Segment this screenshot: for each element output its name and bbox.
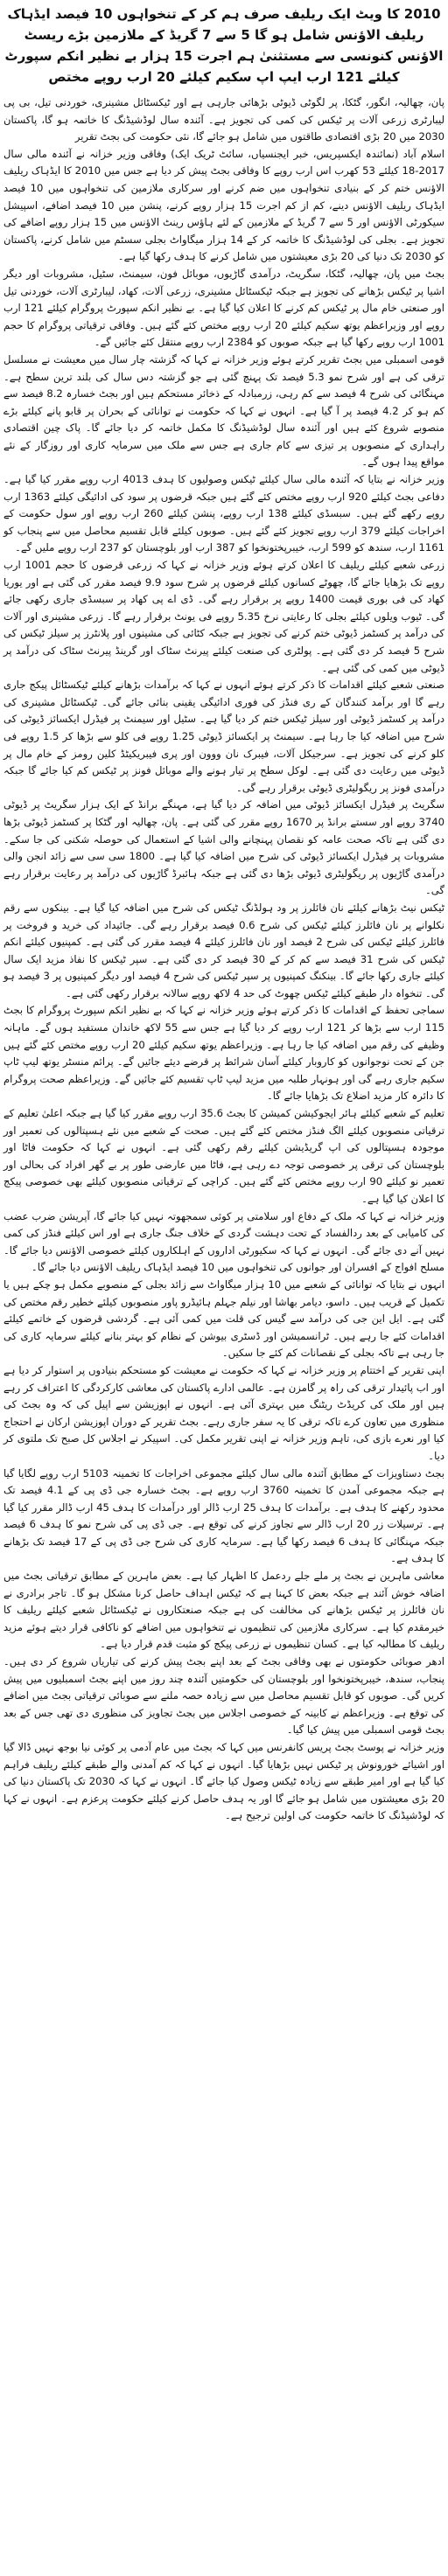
article-paragraph: وزیر خزانہ نے بتایا کہ آئندہ مالی سال کیلئے ٹیکس وصولیوں کا ہدف 4013 ارب روپے مقرر کیا گیا ہے۔ دفاعی بجٹ کیلئے 920 ارب روپے مختص کئے گئے ہیں جبکہ قرضوں پر سود کی ادائیگی کیلئے 1363 ارب روپے رکھے گئے ہیں۔ سبسڈی کیلئے 138 ارب روپے، پنشن کیلئے 260 ارب روپے اور سول حکومت کے اخراجات کیلئے 379 ارب روپے تجویز کئے گئے ہیں۔ صوبوں کیلئے قابل تقسیم محاصل میں سے پنجاب کو 1161 ارب، سندھ کو 599 ارب، خیبرپختونخوا کو 387 ارب اور بلوچستان کو 237 ارب روپے ملیں گے۔ [4, 473, 445, 554]
article-paragraph: سماجی تحفظ کے اقدامات کا ذکر کرتے ہوئے وزیر خزانہ نے کہا کہ بے نظیر انکم سپورٹ پروگرام کا بجٹ 115 ارب سے بڑھا کر 121 ارب روپے کر دیا گیا ہے جس سے 55 لاکھ خاندان مستفید ہوں گے۔ ماہانہ وظیفے کی رقم میں اضافہ کیا جا رہا ہے۔ وزیراعظم یوتھ سکیم کیلئے 20 ارب روپے مختص کئے گئے ہیں جن کے تحت نوجوانوں کو کاروبار کیلئے آسان شرائط پر قرضے دیئے جائیں گے۔ پرائم منسٹر یوتھ لیپ ٹاپ سکیم جاری رہے گی اور ہونہار طلبہ میں مزید لیپ ٹاپ تقسیم کئے جائیں گے۔ وزیراعظم صحت پروگرام کا دائرہ کار مزید اضلاع تک بڑھایا جائے گا۔ [4, 1004, 445, 1103]
article-body [4, 94, 444, 1825]
article-paragraph: پان، چھالیہ، انگور، گٹکا، پر لگوٹی ڈیوٹی بڑھائی جارہی ہے اور ٹیکسٹائل مشینری، خوردنی تیل، بی پی لیبارٹری زرعی آلات پر ٹیکس کی کمی کی تجویز ہے۔ آئندہ سال لوڈشیڈنگ کا خاتمہ ہو گا، پاکستان 2030 میں 20 بڑی اقتصادی طاقتوں میں شامل ہو جائے گا، نئی حکومت کی بجٹ تقریر [4, 96, 444, 143]
article-paragraph: وزیر خزانہ نے پوسٹ بجٹ پریس کانفرنس میں کہا کہ بجٹ میں عام آدمی پر کوئی نیا بوجھ نہیں ڈالا گیا اور اشیائے خورونوش پر ٹیکس نہیں بڑھایا گیا۔ انہوں نے کہا کہ کم آمدنی والے طبقے کیلئے ریلیف فراہم کیا گیا ہے اور امیر طبقے سے زیادہ ٹیکس وصول کیا جائے گا۔ انہوں نے کہا کہ 2030 تک پاکستان دنیا کی 20 بڑی معیشتوں میں شامل ہو جائے گا اور یہ ہدف حاصل کرنے کیلئے حکومت پرعزم ہے۔ انہوں نے کہا کہ لوڈشیڈنگ کا خاتمہ حکومت کی اولین ترجیح ہے۔ [4, 1741, 445, 1822]
article-paragraph: سگریٹ پر فیڈرل ایکسائز ڈیوٹی میں اضافہ کر دیا گیا ہے، مہنگے برانڈ کے ایک ہزار سگریٹ پر ڈیوٹی 3740 روپے اور سستے برانڈ پر 1670 روپے مقرر کی گئی ہے۔ پان، چھالیہ اور گٹکا پر کسٹمز ڈیوٹی بڑھا دی گئی ہے تاکہ صحت عامہ کو نقصان پہنچانے والی اشیا کے استعمال کی حوصلہ شکنی کی جا سکے۔ مشروبات پر فیڈرل ایکسائز ڈیوٹی کی شرح میں اضافہ کیا گیا ہے۔ 1800 سی سی سے زائد انجن والی درآمدی گاڑیوں پر ریگولیٹری ڈیوٹی بڑھا دی گئی ہے جبکہ ہائبرڈ گاڑیوں کی درآمد پر رعایت برقرار رہے گی۔ [4, 798, 444, 897]
article-paragraph: اپنی تقریر کے اختتام پر وزیر خزانہ نے کہا کہ حکومت نے معیشت کو مستحکم بنیادوں پر استوار کر دیا ہے اور اب پائیدار ترقی کی راہ پر گامزن ہے۔ عالمی ادارے پاکستان کی معاشی کارکردگی کا اعتراف کر رہے ہیں اور ملک کی کریڈٹ ریٹنگ میں بہتری آئی ہے۔ انہوں نے اپوزیشن سے اپیل کی کہ وہ بجٹ کی منظوری میں تعاون کرے تاکہ ترقی کا یہ سفر جاری رہے۔ بجٹ تقریر کے دوران اپوزیشن ارکان نے احتجاج کیا اور نعرے بازی کی، تاہم وزیر خزانہ نے اپنی تقریر مکمل کی۔ اسپیکر نے اجلاس کل صبح تک ملتوی کر دیا۔ [4, 1363, 444, 1462]
article-paragraph: ادھر صوبائی حکومتوں نے بھی وفاقی بجٹ کے بعد اپنے بجٹ پیش کرنے کی تیاریاں شروع کر دی ہیں۔ پنجاب، سندھ، خیبرپختونخوا اور بلوچستان کی حکومتیں آئندہ چند روز میں اپنے بجٹ اسمبلیوں میں پیش کریں گی۔ صوبوں کو قابل تقسیم محاصل میں سے زیادہ حصہ ملنے سے صوبائی ترقیاتی بجٹ میں اضافے کی توقع ہے۔ وزیراعظم نے کابینہ کے خصوصی اجلاس میں بجٹ تجاویز کی منظوری دی تھی جس کے بعد بجٹ قومی اسمبلی میں پیش کیا گیا۔ [4, 1655, 444, 1737]
article-paragraph: ٹیکس نیٹ بڑھانے کیلئے نان فائلرز پر ود ہولڈنگ ٹیکس کی شرح میں اضافہ کیا گیا ہے۔ بینکوں سے رقم نکلوانے پر نان فائلرز کیلئے ٹیکس کی شرح 0.6 فیصد برقرار رہے گی۔ جائیداد کی خرید و فروخت پر فائلرز کیلئے ٹیکس کی شرح 2 فیصد اور نان فائلرز کیلئے 4 فیصد مقرر کی گئی ہے۔ کمپنیوں کیلئے انکم ٹیکس کی شرح 31 فیصد سے کم کر کے 30 فیصد کر دی گئی ہے۔ سپر ٹیکس کا نفاذ مزید ایک سال کیلئے جاری رکھا جائے گا۔ بینکنگ کمپنیوں پر سپر ٹیکس کی شرح 4 فیصد اور دیگر کمپنیوں پر 3 فیصد ہو گی۔ تنخواہ دار طبقے کیلئے ٹیکس چھوٹ کی حد 4 لاکھ روپے سالانہ برقرار رکھی گئی ہے۔ [4, 901, 445, 999]
article-paragraph: بجٹ میں پان، چھالیہ، گٹکا، سگریٹ، درآمدی گاڑیوں، موبائل فون، سیمنٹ، سٹیل، مشروبات اور دیگر اشیا پر ٹیکس بڑھانے کی تجویز ہے جبکہ ٹیکسٹائل مشینری، زرعی آلات، کھاد، لیبارٹری آلات، خوردنی تیل اور صنعتی خام مال پر ٹیکس کم کرنے کا اعلان کیا گیا ہے۔ بے نظیر انکم سپورٹ پروگرام کیلئے 121 ارب روپے اور وزیراعظم یوتھ سکیم کیلئے 20 ارب روپے مختص کئے گئے ہیں۔ وفاقی ترقیاتی پروگرام کا حجم 1001 ارب روپے رکھا گیا ہے جبکہ صوبوں کو 2384 ارب روپے منتقل کئے جائیں گے۔ [4, 267, 445, 349]
article-paragraph: زرعی شعبے کیلئے ریلیف کا اعلان کرتے ہوئے وزیر خزانہ نے کہا کہ زرعی قرضوں کا حجم 1001 ارب روپے تک بڑھایا جائے گا، چھوٹے کسانوں کیلئے قرضوں پر شرح سود 9.9 فیصد مقرر کی گئی ہے اور یوریا کھاد کی فی بوری قیمت 1400 روپے پر برقرار رہے گی۔ ڈی اے پی کھاد پر سبسڈی جاری رکھی جائے گی۔ ٹیوب ویلوں کیلئے بجلی کا رعایتی نرخ 5.35 روپے فی یونٹ برقرار رہے گا۔ زرعی مشینری اور آلات کی درآمد پر کسٹمز ڈیوٹی ختم کرنے کی تجویز ہے جبکہ کٹائی کی مشینوں اور پلانٹرز پر سیلز ٹیکس کی شرح 5 فیصد کر دی گئی ہے۔ پولٹری کی صنعت کیلئے پیرنٹ سٹاک اور گرینڈ پیرنٹ سٹاک کی درآمد پر ڈیوٹی میں کمی کی گئی ہے۔ [4, 559, 445, 674]
article-paragraph: معاشی ماہرین نے بجٹ پر ملے جلے ردعمل کا اظہار کیا ہے۔ بعض ماہرین کے مطابق ترقیاتی بجٹ میں اضافہ خوش آئند ہے جبکہ بعض کا کہنا ہے کہ ٹیکس اہداف حاصل کرنا مشکل ہو گا۔ تاجر برادری نے نان فائلرز پر ٹیکس بڑھانے کی مخالفت کی ہے جبکہ صنعتکاروں نے ٹیکسٹائل شعبے کیلئے ریلیف کا خیرمقدم کیا ہے۔ سرکاری ملازمین کی تنظیموں نے تنخواہوں میں اضافے کو ناکافی قرار دیتے ہوئے مزید ریلیف کا مطالبہ کیا ہے۔ کسان تنظیموں نے زرعی پیکج کو مثبت قدم قرار دیا ہے۔ [4, 1570, 444, 1651]
article-paragraph: بجٹ دستاویزات کے مطابق آئندہ مالی سال کیلئے مجموعی اخراجات کا تخمینہ 5103 ارب روپے لگایا گیا ہے جبکہ مجموعی آمدن کا تخمینہ 3760 ارب روپے ہے۔ بجٹ خسارہ جی ڈی پی کے 4.1 فیصد تک محدود رکھنے کا ہدف ہے۔ برآمدات کا ہدف 25 ارب ڈالر اور درآمدات کا ہدف 45 ارب ڈالر مقرر کیا گیا ہے۔ ترسیلات زر 20 ارب ڈالر سے تجاوز کرنے کی توقع ہے۔ جی ڈی پی کی شرح نمو کا ہدف 6 فیصد جبکہ مہنگائی کا ہدف 6 فیصد رکھا گیا ہے۔ سرمایہ کاری کی شرح جی ڈی پی کے 17 فیصد تک بڑھانے کا ہدف ہے۔ [4, 1466, 444, 1565]
article-paragraph: تعلیم کے شعبے کیلئے ہائر ایجوکیشن کمیشن کا بجٹ 35.6 ارب روپے مقرر کیا گیا ہے جبکہ اعلیٰ تعلیم کے ترقیاتی منصوبوں کیلئے الگ فنڈز مختص کئے گئے ہیں۔ صحت کے شعبے میں نئے ہسپتالوں کی تعمیر اور موجودہ ہسپتالوں کی اپ گریڈیشن کیلئے رقم رکھی گئی ہے۔ انہوں نے کہا کہ حکومت فاٹا اور بلوچستان کی ترقی پر خصوصی توجہ دے رہی ہے، فاٹا میں عارضی طور پر بے گھر افراد کی بحالی اور تعمیر نو کیلئے 90 ارب روپے مختص کئے گئے ہیں۔ کراچی کے ترقیاتی منصوبوں کیلئے بھی خصوصی پیکج کا اعلان کیا گیا ہے۔ [4, 1107, 444, 1205]
article-paragraph: قومی اسمبلی میں بجٹ تقریر کرتے ہوئے وزیر خزانہ نے کہا کہ گزشتہ چار سال میں معیشت نے مسلسل ترقی کی ہے اور شرح نمو 5.3 فیصد تک پہنچ گئی ہے جو گزشتہ دس سال کی بلند ترین سطح ہے۔ مہنگائی کی شرح 4 فیصد سے کم رہی، زرمبادلہ کے ذخائر مستحکم ہیں اور بجٹ خسارہ 8.2 فیصد سے کم ہو کر 4.2 فیصد پر آ گیا ہے۔ انہوں نے کہا کہ حکومت نے توانائی کے بحران پر قابو پانے کیلئے بڑے منصوبے شروع کئے ہیں اور آئندہ سال لوڈشیڈنگ کا مکمل خاتمہ کر دیا جائے گا۔ پاک چین اقتصادی راہداری کے منصوبوں پر تیزی سے کام جاری ہے جس سے ملک میں سرمایہ کاری اور روزگار کے نئے مواقع پیدا ہوں گے۔ [4, 352, 444, 469]
article-headline: 2010 کا ویٹ ایک ریلیف صرف ہم کر کے تنخواہوں 10 فیصد ایڈہاک ریلیف الاؤنس شامل ہو گا 5 سے 7 گریڈ کے ملازمین بڑے ریسٹ الاؤنس کنونسی سے مستثنیٰ ہم اجرت 15 ہزار بے نظیر انکم سپورٹ کیلئے 121 ارب ایپ اپ سکیم کیلئے 20 ارب روپے مختص [4, 6, 444, 85]
article-paragraph: انہوں نے بتایا کہ توانائی کے شعبے میں 10 ہزار میگاواٹ سے زائد بجلی کے منصوبے مکمل ہو چکے ہیں یا تکمیل کے قریب ہیں۔ داسو، دیامر بھاشا اور نیلم جہلم ہائیڈرو پاور منصوبوں کیلئے خطیر رقم مختص کی گئی ہے۔ ایل این جی کی درآمد سے گیس کی قلت میں کمی آئی ہے۔ گردشی قرضوں کے خاتمے کیلئے اقدامات کئے جا رہے ہیں۔ ٹرانسمیشن اور ڈسٹری بیوشن کے نظام کو بہتر بنانے کیلئے سرمایہ کاری کی جا رہی ہے تاکہ بجلی کے نقصانات کم کئے جا سکیں۔ [4, 1278, 444, 1360]
article-paragraph: اسلام آباد (نمائندہ ایکسپریس، خبر ایجنسیاں، سائٹ ٹریک ایک) وفاقی وزیر خزانہ نے آئندہ مالی سال 2017-18 کیلئے 53 کھرب اس ارب روپے کا وفاقی بجٹ پیش کر دیا ہے جس میں 2010 کا ایڈہاک ریلیف الاؤنس ختم کر کے بنیادی تنخواہوں میں ضم کرنے اور سرکاری ملازمین کی تنخواہوں میں 10 فیصد ایڈہاک ریلیف الاؤنس دینے، کم از کم اجرت 15 ہزار روپے کرنے، پنشن میں 10 فیصد اضافے، اسپیشل سیکورٹی الاؤنس اور 5 سے 7 گریڈ کے ملازمین کے لئے ہاؤس رینٹ الاؤنس میں 15 ہزار روپے اضافے کی تجویز ہے۔ بجلی کی لوڈشیڈنگ کا خاتمہ کر کے 14 ہزار میگاواٹ بجلی سسٹم میں شامل کرنے، پاکستان کو 2030 تک دنیا کی 20 بڑی معیشتوں میں شامل کرنے کا ہدف رکھا گیا ہے۔ [4, 147, 444, 263]
article-paragraph: صنعتی شعبے کیلئے اقدامات کا ذکر کرتے ہوئے انہوں نے کہا کہ برآمدات بڑھانے کیلئے ٹیکسٹائل پیکج جاری رہے گا اور برآمد کنندگان کے ری فنڈز کی فوری ادائیگی یقینی بنائی جائے گی۔ ٹیکسٹائل مشینری کی درآمد پر کسٹمز ڈیوٹی اور سیلز ٹیکس ختم کر دیا گیا ہے۔ سٹیل اور سیمنٹ پر فیڈرل ایکسائز ڈیوٹی کی شرح میں اضافہ کیا جا رہا ہے۔ سیمنٹ پر ایکسائز ڈیوٹی 1.25 روپے فی کلو سے بڑھا کر 1.5 روپے فی کلو کرنے کی تجویز ہے۔ سرجیکل آلات، فیبرک نان ووون اور پری فیبریکیٹڈ کلین رومز کے خام مال پر ڈیوٹی میں رعایت دی گئی ہے۔ لوکل سطح پر تیار ہونے والے موبائل فونز پر ٹیکس کم کیا جائے گا جبکہ درآمدی فونز پر ریگولیٹری ڈیوٹی برقرار رہے گی۔ [4, 679, 445, 794]
article-paragraph: وزیر خزانہ نے کہا کہ ملک کے دفاع اور سلامتی پر کوئی سمجھوتہ نہیں کیا جائے گا، آپریشن ضرب عضب کی کامیابی کے بعد ردالفساد کے تحت دہشت گردی کے خلاف جنگ جاری ہے اور اس کیلئے فنڈز کی کمی نہیں آنے دی جائے گی۔ انہوں نے کہا کہ سکیورٹی اداروں کے اہلکاروں کیلئے خصوصی الاؤنس دیا جائے گا۔ مسلح افواج کے افسران اور جوانوں کی تنخواہوں میں 10 فیصد ایڈہاک ریلیف الاؤنس دیا جائے گا۔ [4, 1209, 444, 1274]
